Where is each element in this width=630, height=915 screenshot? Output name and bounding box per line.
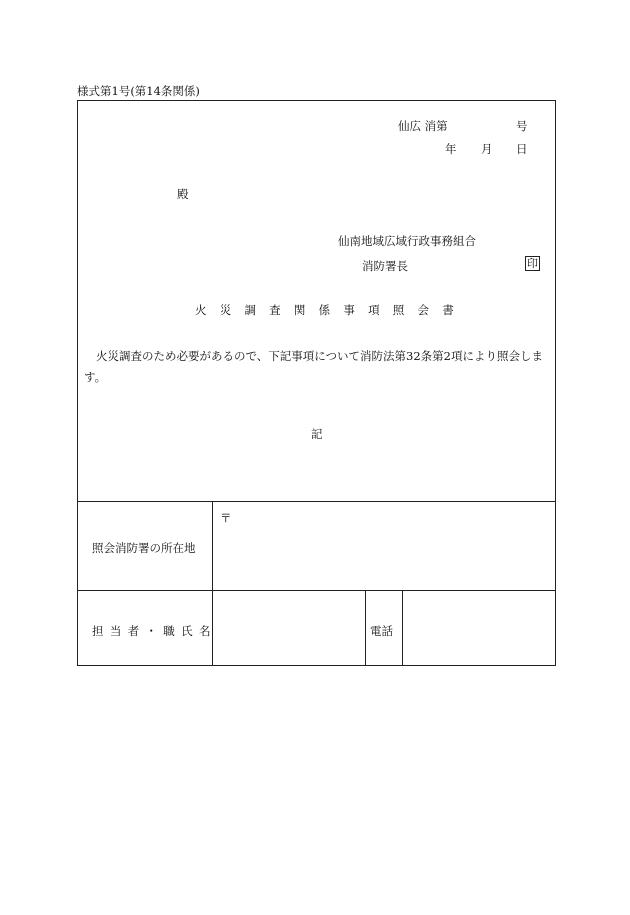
table-name-phone-divider xyxy=(365,590,366,666)
table-phone-label-divider xyxy=(402,590,403,666)
ki-heading: 記 xyxy=(311,427,323,441)
date-year: 年 xyxy=(445,142,457,156)
phone-label: 電話 xyxy=(370,624,393,638)
date-month: 月 xyxy=(481,142,493,156)
document-number-suffix: 号 xyxy=(516,119,528,133)
table-top-divider xyxy=(77,501,556,502)
document-number-prefix: 仙広 消第 xyxy=(398,119,448,133)
postal-mark: 〒 xyxy=(220,511,232,525)
table-label-column-divider xyxy=(212,502,213,666)
body-paragraph: 火災調査のため必要があるので、下記事項について消防法第32条第2項により照会します。 xyxy=(84,349,543,384)
location-label: 照会消防署の所在地 xyxy=(92,541,196,555)
sender-position: 消防署長 xyxy=(362,259,408,273)
sender-organization: 仙南地域広域行政事務組合 xyxy=(338,234,476,248)
document-title: 火災調査関係事項照会書 xyxy=(195,303,467,317)
date-day: 日 xyxy=(516,142,528,156)
form-number-label: 様式第1号(第14条関係) xyxy=(77,84,200,98)
recipient-honorific: 殿 xyxy=(177,187,189,201)
table-row-divider xyxy=(77,590,556,591)
contact-person-label: 担当者・職氏名 xyxy=(92,624,217,638)
seal-mark: 印 xyxy=(527,257,538,270)
